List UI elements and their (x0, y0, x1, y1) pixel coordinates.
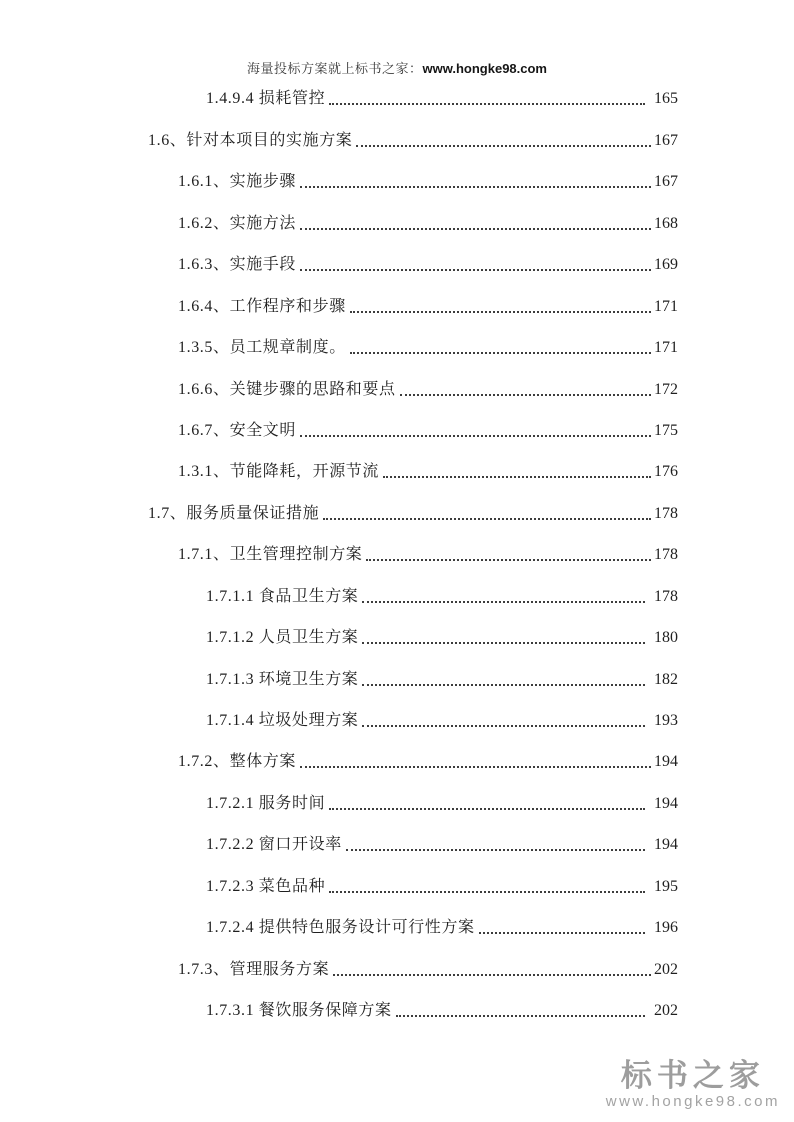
toc-entry-label: 1.7.3.1 餐饮服务保障方案 (206, 1002, 392, 1020)
toc-entry-label: 1.6.1、实施步骤 (178, 173, 297, 191)
toc-entry-page: 175 (654, 421, 678, 439)
toc-entry[interactable] (148, 897, 678, 938)
toc-entry[interactable] (148, 400, 678, 441)
dot-leader (362, 725, 645, 727)
dot-leader (329, 103, 645, 105)
toc-entry[interactable] (148, 855, 678, 896)
toc-entry-page: 172 (654, 380, 678, 398)
toc-entry[interactable] (148, 565, 678, 606)
toc-entry-page: 168 (654, 214, 678, 232)
toc-entry-page: 194 (654, 794, 678, 812)
dot-leader (300, 435, 651, 437)
toc-entry-label: 1.6.6、关键步骤的思路和要点 (178, 380, 396, 398)
toc-entry-page: 193 (654, 712, 678, 729)
dot-leader (396, 1015, 645, 1017)
toc-entry[interactable] (148, 109, 678, 150)
dot-leader (383, 476, 651, 478)
toc-entry-label: 1.6.2、实施方法 (178, 214, 297, 232)
header-site-url: www.hongke98.com (422, 61, 547, 76)
toc-entry-label: 1.6.7、安全文明 (178, 421, 297, 439)
dot-leader (300, 269, 651, 271)
header-slogan: 海量投标方案就上标书之家： (246, 61, 423, 76)
toc-entry[interactable] (148, 814, 678, 855)
toc-entry[interactable] (148, 482, 678, 523)
toc-entry[interactable] (148, 938, 678, 979)
toc-entry[interactable] (148, 358, 678, 399)
toc-entry[interactable] (148, 151, 678, 192)
toc-entry-label: 1.7.2、整体方案 (178, 753, 297, 771)
toc-entry-label: 1.7.1.3 环境卫生方案 (206, 670, 359, 688)
toc-entry-page: 182 (654, 670, 678, 688)
toc-entry-label: 1.7.1、卫生管理控制方案 (178, 546, 363, 564)
toc-entry-page: 178 (654, 546, 678, 564)
toc-entry-page: 171 (654, 297, 678, 315)
toc-entry-label: 1.7.1.4 垃圾处理方案 (206, 712, 359, 729)
toc-entry-label: 1.7.2.3 菜色品种 (206, 877, 326, 895)
dot-leader (333, 974, 651, 976)
toc-entry-page: 180 (654, 629, 678, 647)
toc-entry-label: 1.6.3、实施手段 (178, 256, 297, 274)
dot-leader (300, 186, 651, 188)
toc-entry-page: 178 (654, 587, 678, 605)
toc-entry-label: 1.7.3、管理服务方案 (178, 960, 330, 978)
toc-entry-page: 167 (654, 173, 678, 191)
toc-entry[interactable] (148, 234, 678, 275)
dot-leader (329, 891, 645, 893)
toc-entry-page: 178 (654, 504, 678, 522)
toc-entry-label: 1.7.1.2 人员卫生方案 (206, 629, 359, 647)
toc-entry[interactable] (148, 275, 678, 316)
toc-entry-label: 1.4.9.4 损耗管控 (206, 90, 326, 108)
toc-entry[interactable] (148, 980, 678, 1021)
watermark (606, 1060, 780, 1110)
toc-entry-page: 195 (654, 877, 678, 895)
toc-entry[interactable] (148, 317, 678, 358)
watermark-url: www.hongke98.com (605, 1093, 780, 1110)
toc-entry-label: 1.6.4、工作程序和步骤 (178, 297, 346, 315)
toc-entry[interactable] (148, 690, 678, 731)
dot-leader (366, 559, 651, 561)
toc-entry-label: 1.6、针对本项目的实施方案 (148, 131, 353, 149)
toc-entry-page: 202 (654, 1002, 678, 1020)
dot-leader (350, 352, 651, 354)
toc-entry[interactable] (148, 772, 678, 813)
toc-entry-label: 1.7.2.4 提供特色服务设计可行性方案 (206, 919, 475, 937)
dot-leader (300, 228, 651, 230)
toc-entry-page: 169 (654, 256, 678, 274)
toc-entry[interactable] (148, 192, 678, 233)
toc-entry-page: 194 (654, 836, 678, 854)
dot-leader (323, 518, 651, 520)
dot-leader (362, 642, 645, 644)
dot-leader (346, 849, 645, 851)
toc-entry-page: 176 (654, 463, 678, 481)
toc-entry[interactable] (148, 441, 678, 482)
toc-entry-page: 196 (654, 919, 678, 937)
toc-entry[interactable] (148, 607, 678, 648)
toc-entry-label: 1.3.1、节能降耗，开源节流 (178, 463, 380, 481)
dot-leader (300, 766, 651, 768)
toc-entry-page: 171 (654, 339, 678, 357)
toc-entry-page: 202 (654, 960, 678, 978)
toc-entry-label: 1.7、服务质量保证措施 (148, 504, 320, 522)
dot-leader (479, 932, 645, 934)
toc-entry-page: 165 (654, 90, 678, 108)
toc-entry[interactable] (148, 648, 678, 689)
table-of-contents (148, 68, 678, 1021)
dot-leader (362, 684, 645, 686)
dot-leader (350, 311, 651, 313)
dot-leader (362, 601, 645, 603)
dot-leader (356, 145, 651, 147)
toc-entry-label: 1.7.2.1 服务时间 (206, 794, 326, 812)
toc-entry-page: 167 (654, 131, 678, 149)
toc-entry-page: 194 (654, 753, 678, 771)
toc-entry-label: 1.7.1.1 食品卫生方案 (206, 587, 359, 605)
dot-leader (329, 808, 645, 810)
toc-entry[interactable] (148, 524, 678, 565)
toc-entry-label: 1.3.5、员工规章制度。 (178, 339, 346, 357)
watermark-brand: 标书之家 (620, 1058, 765, 1093)
toc-entry-label: 1.7.2.2 窗口开设率 (206, 836, 342, 854)
toc-entry[interactable] (148, 68, 678, 109)
toc-entry[interactable] (148, 731, 678, 772)
dot-leader (400, 394, 651, 396)
